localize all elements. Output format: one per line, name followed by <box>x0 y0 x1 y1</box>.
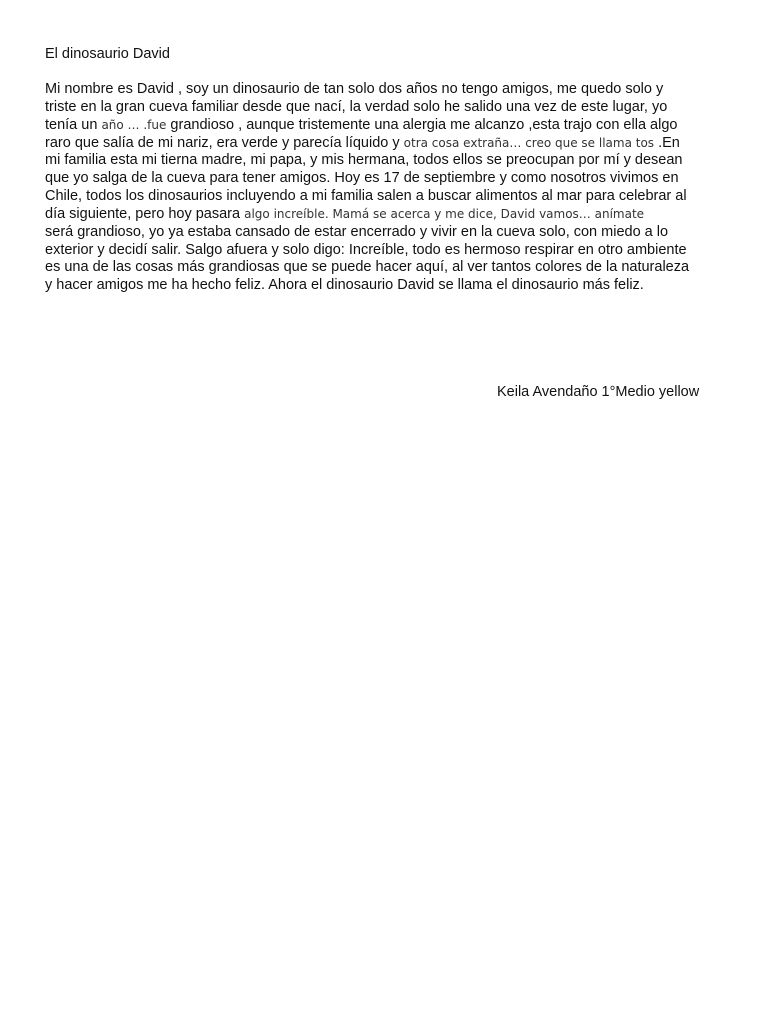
text-segment: mi familia esta mi tierna madre, mi papa, y mis hermana, todos ellos se preocupan por mí y desean <box>45 152 683 169</box>
body-line <box>45 259 725 277</box>
text-segment: otra cosa extraña… creo que se llama tos <box>403 135 655 150</box>
text-segment: será grandioso, yo ya estaba cansado de estar encerrado y vivir en la cueva solo, con miedo a lo <box>45 223 669 240</box>
document-body <box>45 81 725 295</box>
document-title: El dinosaurio David <box>45 46 170 62</box>
body-line <box>45 242 725 260</box>
text-segment: tenía un <box>45 116 102 133</box>
body-line <box>45 170 725 188</box>
body-line <box>45 188 725 206</box>
text-segment: algo increíble. Mamá se acerca y me dice, David vamos… anímate <box>244 206 645 221</box>
text-segment: raro que salía de mi nariz, era verde y parecía líquido y <box>45 134 404 151</box>
text-segment: exterior y decidí salir. Salgo afuera y solo digo: Increíble, todo es hermoso respirar en otro ambiente <box>45 241 687 258</box>
text-segment: año … .fue <box>101 117 167 132</box>
text-segment: .En <box>654 134 680 151</box>
text-segment: Chile, todos los dinosaurios incluyendo a mi familia salen a buscar alimentos al mar para celebrar al <box>45 188 687 205</box>
body-line <box>45 206 725 224</box>
body-line <box>45 81 725 99</box>
body-line <box>45 117 725 135</box>
body-line <box>45 135 725 153</box>
text-segment: grandioso , aunque tristemente una alergia me alcanzo ,esta trajo con ella algo <box>166 116 678 133</box>
text-segment: y hacer amigos me ha hecho feliz. Ahora el dinosaurio David se llama el dinosaurio más feliz. <box>45 277 644 294</box>
body-line <box>45 99 725 117</box>
text-segment: día siguiente, pero hoy pasara <box>45 205 245 222</box>
body-line <box>45 152 725 170</box>
body-line <box>45 277 725 295</box>
body-line <box>45 224 725 242</box>
text-segment: que yo salga de la cueva para tener amigos. Hoy es 17 de septiembre y como nosotros vivimos en <box>45 170 679 187</box>
text-segment: Mi nombre es David , soy un dinosaurio de tan solo dos años no tengo amigos, me quedo solo y <box>45 81 664 97</box>
text-segment: es una de las cosas más grandiosas que se puede hacer aquí, al ver tantos colores de la naturaleza <box>45 259 690 276</box>
text-segment: triste en la gran cueva familiar desde que nací, la verdad solo he salido una vez de este lugar, yo <box>45 98 668 115</box>
author-signature: Keila Avendaño 1°Medio yellow <box>497 384 700 400</box>
